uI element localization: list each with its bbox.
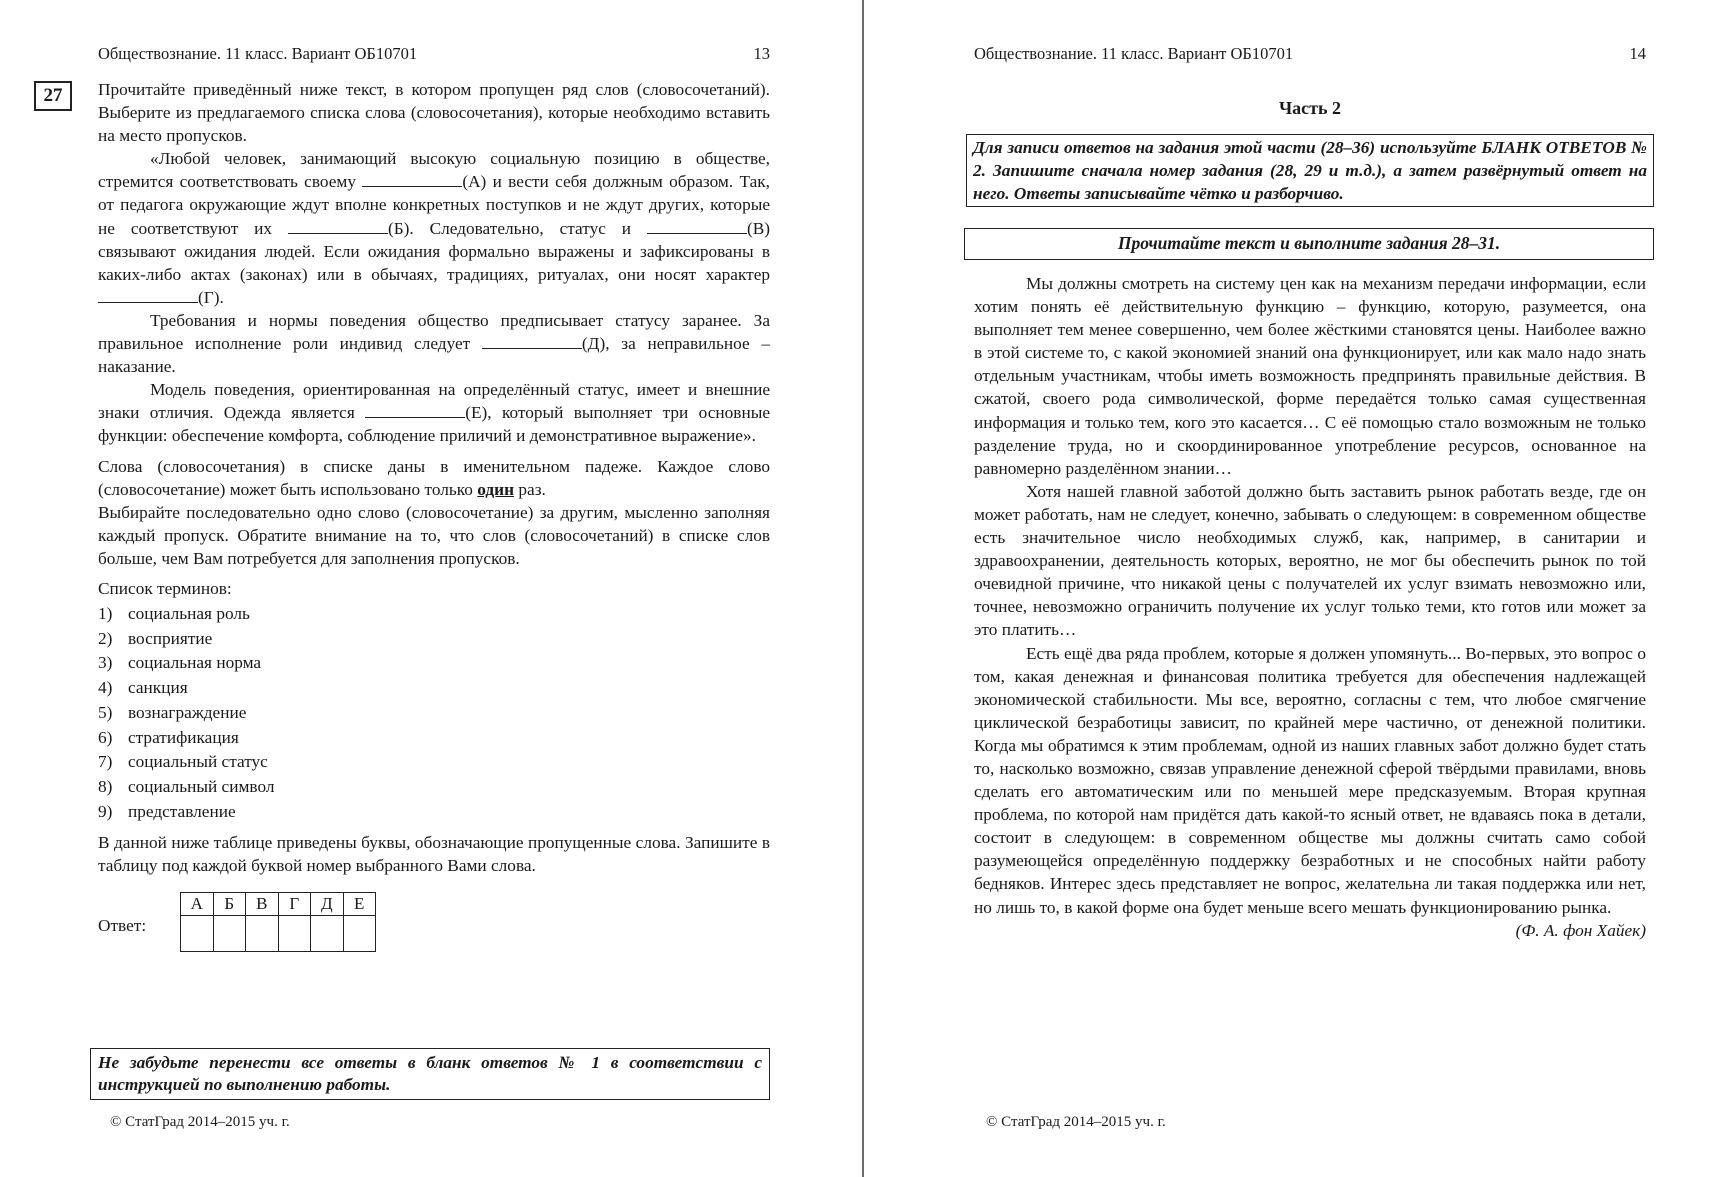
text-fragment: (Г). (198, 287, 224, 307)
term-number: 7) (98, 752, 113, 772)
text-fragment: Слова (словосочетания) в списке даны в именительном падеже. Каждое слово (словосочетание) может быть использовано только (98, 456, 770, 499)
term-text: стратификация (128, 727, 239, 747)
term-number: 3) (98, 653, 113, 673)
term-item (98, 627, 770, 652)
answer-cell[interactable] (311, 915, 344, 951)
task-number-box: 27 (34, 81, 72, 111)
source-paragraph: Есть ещё два ряда проблем, которые я должен упомянуть... Во-первых, это вопрос о том, какая денежная и финансовая политика требуется для обеспечения надлежащей экономической стабильности. Мы все, вероятно, согласны с тем, что любое смягчение циклической безработицы зависит, по крайней мере частично, от денежной политики. Когда мы обратимся к этим проблемам, одной из наших главных забот должно будет стать то, насколько возможно, связав управление денежной сферой твёрдыми правилами, вновь сделать его автоматическим или по меньшей мере предсказуемым. Вторая крупная проблема, по которой нам придётся дать какой-то ясный ответ, не вдаваясь пока в детали, состоит в следующем: в современном обществе мы должны считать само собой разумеющейся определённую поддержку безработных и не способных найти работу бедняков. Интерес здесь представляет не вопрос, желательна ли такая поддержка или нет, но лишь то, в какой форме она будет меньше всего мешать функционированию рынка. (974, 643, 1646, 917)
term-item (98, 701, 770, 726)
term-number: 6) (98, 727, 113, 747)
emphasis-word: один (477, 479, 515, 499)
page-header (974, 44, 1646, 64)
blank-line (365, 404, 465, 418)
term-item (98, 775, 770, 800)
header-title: Обществознание. 11 класс. Вариант ОБ10701 (974, 44, 1294, 63)
gap-text-paragraph-2 (98, 309, 770, 378)
text-fragment: раз. (514, 479, 546, 499)
text-fragment: Требования и нормы поведения общество предписывает статусу заранее. За правильное исполнение роли индивид следует (98, 310, 770, 354)
right-page (866, 0, 1722, 1177)
task-27-body (98, 78, 770, 952)
letter-header: Г (278, 892, 311, 915)
term-number: 4) (98, 678, 113, 698)
page-footer: © СтатГрад 2014–2015 уч. г. (110, 1114, 290, 1130)
header-title: Обществознание. 11 класс. Вариант ОБ10701 (98, 44, 418, 63)
letter-header: Б (213, 892, 246, 915)
part-instructions: Для записи ответов на задания этой части (28–36) используйте БЛАНК ОТВЕТОВ № 2. Запишите сначала номер задания (28, 29 и т.д.), а затем развёрнутый ответ на него. Ответы записывайте чётко и разборчиво. (966, 134, 1654, 207)
letter-header: Д (311, 892, 344, 915)
instruction-note-2: Выбирайте последовательно одно слово (словосочетание) за другим, мысленно заполняя каждый пропуск. Обратите внимание на то, что слов (словосочетаний) в списке слов больше, чем Вам потребуется для заполнения пропусков. (98, 502, 770, 568)
answer-cell[interactable] (343, 915, 376, 951)
term-text: восприятие (128, 628, 213, 648)
gap-text-paragraph-3 (98, 378, 770, 447)
gap-text-paragraph-1 (98, 147, 770, 309)
term-number: 5) (98, 702, 113, 722)
source-paragraph: Хотя нашей главной заботой должно быть заставить рынок работать везде, где он может работать, нам не следует, конечно, забывать о следующем: в современном обществе есть значительное число необходимых служб, как, например, в санитарии и здравоохранении, деятельность которых, вероятно, не мог бы обеспечить рынок по той очевидной причине, что никакой цены с получателей их услуг взимать невозможно или, точнее, невозможно ограничить получение их услуг только теми, кто готов или может за это платить… (974, 481, 1646, 640)
blank-line (647, 220, 747, 234)
page-header (98, 44, 770, 64)
instruction-note-1 (98, 455, 770, 501)
blank-line (98, 289, 198, 303)
page-number: 14 (1629, 44, 1646, 63)
term-text: социальная роль (128, 604, 250, 624)
term-item (98, 602, 770, 627)
term-text: вознаграждение (128, 702, 247, 722)
task-intro: Прочитайте приведённый ниже текст, в котором пропущен ряд слов (словосочетаний). Выберите из предлагаемого списка слова (словосочетания), которые необходимо вставить на место пропусков. (98, 80, 770, 146)
page-number: 13 (753, 44, 770, 63)
answer-row (98, 892, 770, 952)
answer-table (180, 892, 376, 952)
term-text: социальный символ (128, 776, 275, 796)
text-fragment: «Любой человек, занимающий высокую социальную позицию в обществе, стремится соответствовать своему (98, 149, 770, 192)
read-task-heading: Прочитайте текст и выполните задания 28–31. (964, 228, 1654, 260)
page-divider (862, 0, 864, 1177)
letter-header: А (181, 892, 214, 915)
letter-header: В (246, 892, 279, 915)
terms-title: Список терминов: (98, 578, 232, 598)
text-fragment: (Б). Следовательно, статус и (387, 218, 647, 238)
table-note: В данной ниже таблице приведены буквы, обозначающие пропущенные слова. Запишите в таблицу под каждой буквой номер выбранного Вами слова. (98, 833, 770, 876)
answer-cell[interactable] (181, 915, 214, 951)
term-text: представление (128, 801, 236, 821)
source-text (974, 272, 1646, 942)
terms-list (98, 602, 770, 824)
term-text: санкция (128, 678, 188, 698)
text-fragment: (Е), который выполняет три основные функции: обеспечение комфорта, соблюдение приличий и демонстративное выражение». (98, 403, 770, 446)
term-number: 2) (98, 628, 113, 648)
answer-label: Ответ: (98, 915, 147, 935)
term-number: 1) (98, 604, 113, 624)
page-footer: © СтатГрад 2014–2015 уч. г. (986, 1114, 1166, 1130)
text-fragment: (А) и вести себя должным образом. Так, от педагога окружающие ждут вполне конкретных поступков и не ждут других, которые не соответствуют их (98, 172, 771, 238)
blank-line (362, 173, 462, 187)
blank-line (288, 220, 388, 234)
answer-cell[interactable] (278, 915, 311, 951)
letter-header: Е (343, 892, 376, 915)
term-item (98, 651, 770, 676)
text-fragment: Модель поведения, ориентированная на определённый статус, имеет и внешние знаки отличия. Одежда является (98, 380, 770, 423)
term-text: социальный статус (128, 752, 268, 772)
term-item (98, 800, 770, 825)
term-item (98, 726, 770, 751)
text-fragment: (Д), за неправильное – наказание. (98, 334, 770, 377)
term-item (98, 750, 770, 775)
part-title: Часть 2 (1278, 98, 1342, 118)
source-author: (Ф. А. фон Хайек) (1515, 920, 1646, 940)
text-fragment: (В) связывают ожидания людей. Если ожидания формально выражены и зафиксированы в каких-либо актах (законах) или в обычаях, традициях, ритуалах, они носят характер (98, 218, 770, 284)
source-paragraph: Мы должны смотреть на систему цен как на механизм передачи информации, если хотим понять её действительную функцию – функцию, которую, разумеется, она выполняет тем менее совершенно, чем более жёсткими становятся цены. Наиболее важно в этой системе то, с какой экономией знаний она функционирует, или как мало надо знать отдельным участникам, чтобы иметь возможность предпринять правильные действия. В сжатой, своего рода символической, форме передаётся только самая существенная информация и только тем, кого это касается… С её помощью стало возможным не только разделение труда, но и скоординированное употребление ресурсов, основанное на равномерно разделённом знании… (974, 274, 1646, 478)
blank-line (482, 335, 582, 349)
term-number: 8) (98, 776, 113, 796)
term-text: социальная норма (128, 653, 262, 673)
term-item (98, 676, 770, 701)
left-page (0, 0, 860, 1177)
answer-cell[interactable] (246, 915, 279, 951)
answer-cell[interactable] (213, 915, 246, 951)
term-number: 9) (98, 801, 113, 821)
transfer-warning: Не забудьте перенести все ответы в бланк ответов № 1 в соответствии с инструкцией по выполнению работы. (90, 1048, 770, 1100)
